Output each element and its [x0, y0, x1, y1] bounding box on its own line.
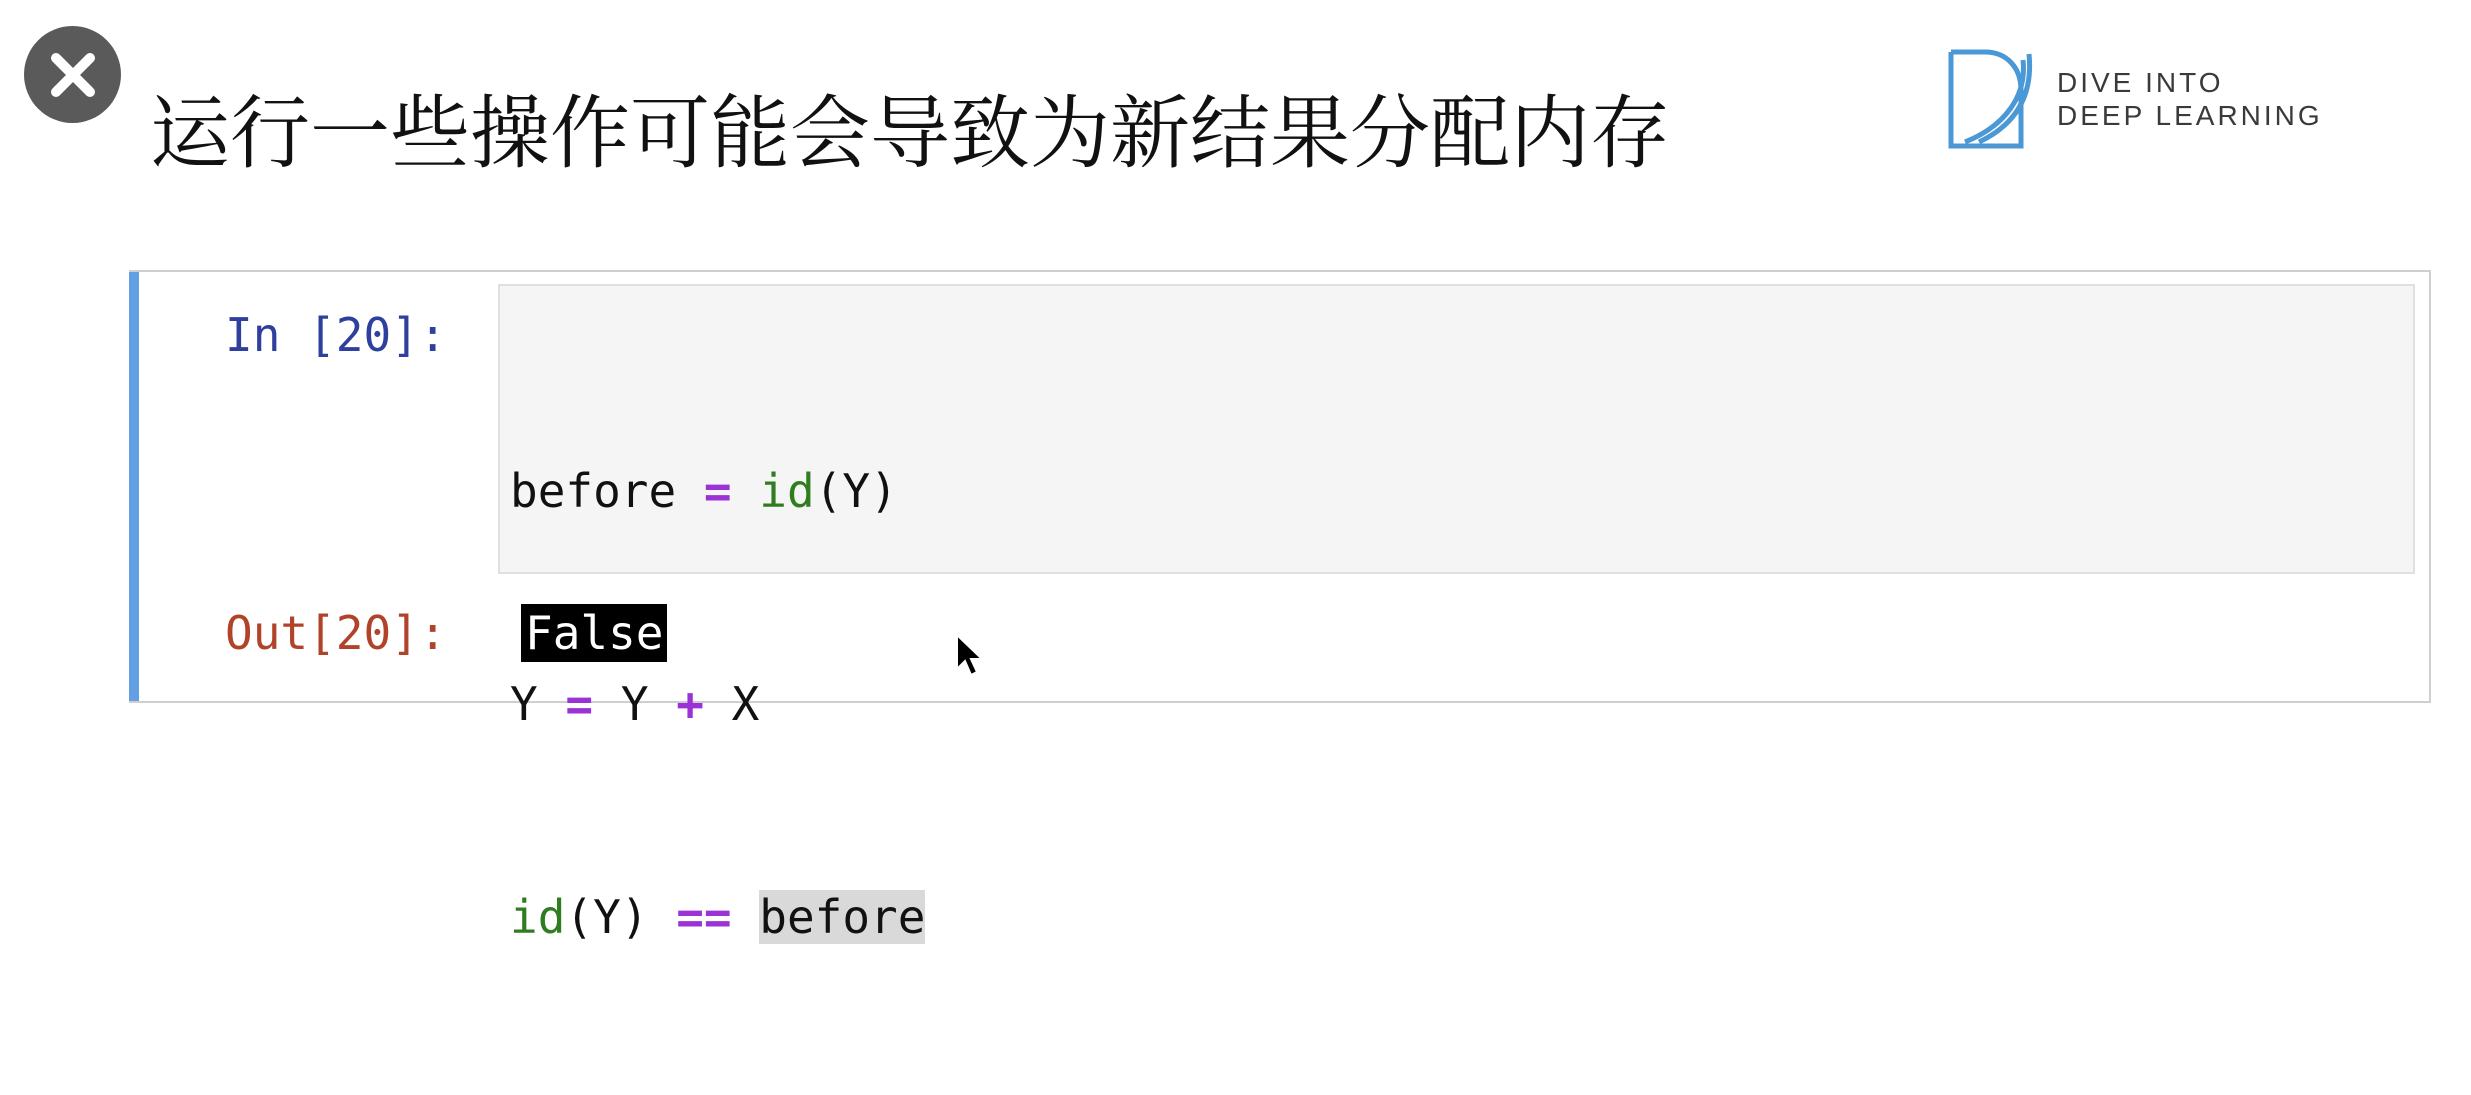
- input-prompt: In [20]:: [225, 308, 447, 362]
- code-token: X: [731, 677, 760, 731]
- code-token: (Y): [565, 890, 649, 944]
- slide-title: 运行一些操作可能会导致为新结果分配内存: [150, 87, 1670, 180]
- code-token: before: [510, 464, 677, 518]
- cell-selection-bar: [129, 272, 139, 701]
- code-token: id: [759, 464, 815, 518]
- notebook-cell[interactable]: [129, 270, 2431, 944]
- code-token: Y: [620, 677, 649, 731]
- close-icon: [48, 50, 98, 100]
- logo-line-1: DIVE INTO: [2057, 67, 2224, 98]
- logo-text: [2057, 66, 2323, 132]
- code-token: (Y): [814, 464, 898, 518]
- code-token: ==: [676, 890, 732, 944]
- output-prompt: Out[20]:: [225, 606, 447, 660]
- mouse-pointer-icon: [955, 633, 985, 679]
- code-lines: [510, 314, 925, 1095]
- code-token: =: [565, 677, 594, 731]
- logo: [1945, 46, 2323, 152]
- logo-line-2: DEEP LEARNING: [2057, 100, 2323, 131]
- cell-output: False: [521, 604, 667, 662]
- code-token: id: [510, 890, 566, 944]
- book-logo-icon: [1945, 46, 2035, 152]
- highlighted-token: before: [759, 890, 926, 944]
- code-token: +: [676, 677, 704, 731]
- code-line-2: [510, 669, 925, 740]
- close-button[interactable]: [24, 26, 121, 123]
- code-line-3: [510, 882, 925, 953]
- code-token: =: [703, 464, 732, 518]
- code-line-1: [510, 456, 925, 527]
- code-token: Y: [510, 677, 538, 731]
